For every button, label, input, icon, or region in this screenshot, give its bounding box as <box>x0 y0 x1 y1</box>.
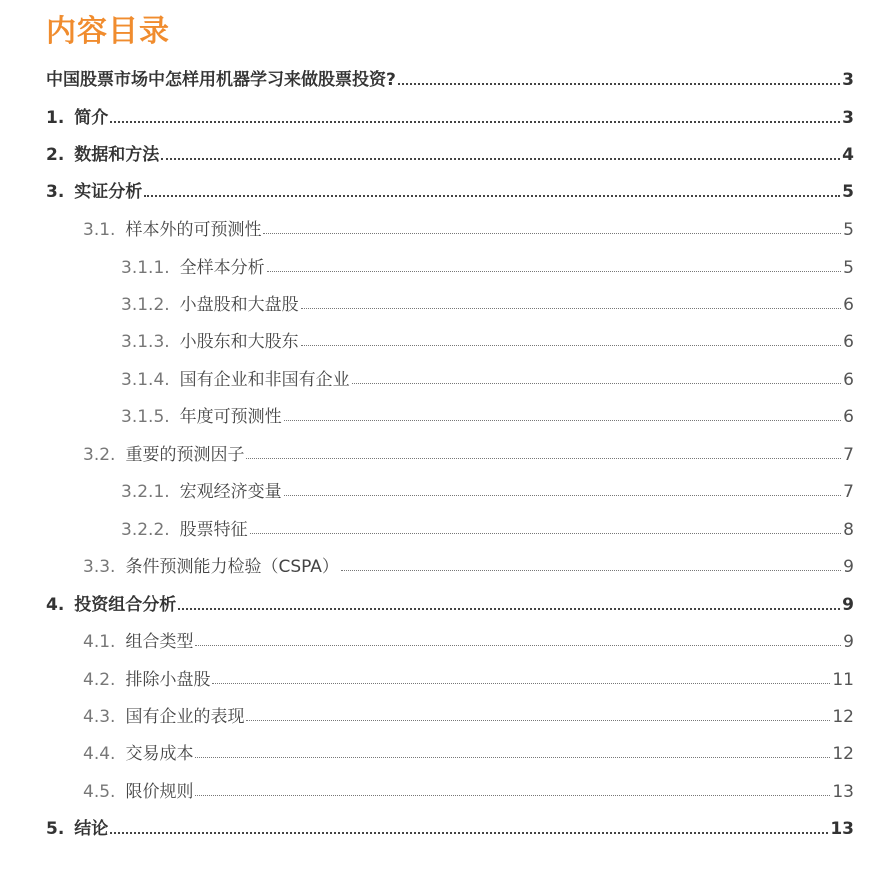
toc-entry-label: 样本外的可预测性 <box>125 220 262 240</box>
toc-entry-page: 7 <box>843 482 854 502</box>
toc-entry-3-1[interactable] <box>83 210 854 240</box>
dot-leader <box>341 570 841 571</box>
toc-entry-number: 4.5. <box>83 782 116 802</box>
dot-leader <box>301 308 842 309</box>
dot-leader <box>352 383 842 384</box>
toc-entry-4-3[interactable] <box>83 697 854 727</box>
toc-entry-4-4[interactable] <box>83 734 854 764</box>
dot-leader <box>178 608 840 610</box>
toc-entry-number: 3.1.4. <box>121 370 170 390</box>
toc-entry-4[interactable] <box>46 585 854 615</box>
dot-leader <box>161 158 840 160</box>
toc-entry-4-1[interactable] <box>83 622 854 652</box>
dot-leader <box>301 345 842 346</box>
toc-entry-page: 3 <box>842 108 854 128</box>
toc-entry-page: 13 <box>832 782 854 802</box>
toc-entry-4-2[interactable] <box>83 660 854 690</box>
toc-entry-page: 3 <box>842 70 854 90</box>
toc-entry-number: 2. <box>46 145 65 165</box>
toc-entry-page: 12 <box>832 707 854 727</box>
toc-entry-page: 6 <box>843 332 854 352</box>
toc-entry-page: 6 <box>843 370 854 390</box>
toc-entry-number: 3.2.2. <box>121 520 170 540</box>
toc-entry-main-title[interactable] <box>46 60 854 90</box>
toc-entry-label: 全样本分析 <box>179 258 265 278</box>
toc-entry-label: 简介 <box>74 108 109 128</box>
dot-leader <box>110 121 840 123</box>
toc-entry-page: 8 <box>843 520 854 540</box>
toc-entry-label: 条件预测能力检验（CSPA） <box>125 557 339 577</box>
toc-entry-label: 排除小盘股 <box>125 670 211 690</box>
toc-entry-number: 4.3. <box>83 707 116 727</box>
toc-entry-label: 小盘股和大盘股 <box>179 295 299 315</box>
dot-leader <box>246 720 830 721</box>
dot-leader <box>263 233 841 234</box>
toc-entry-number: 3.2.1. <box>121 482 170 502</box>
dot-leader <box>284 495 842 496</box>
toc-entry-label: 结论 <box>74 819 109 839</box>
toc-entry-page: 9 <box>843 557 854 577</box>
toc-entry-label: 重要的预测因子 <box>125 445 245 465</box>
toc-entry-4-5[interactable] <box>83 772 854 802</box>
toc-entry-page: 9 <box>842 595 854 615</box>
toc-entry-3-1-2[interactable] <box>121 285 854 315</box>
toc-entry-2[interactable] <box>46 135 854 165</box>
toc-entry-page: 4 <box>842 145 854 165</box>
toc-entry-number: 3.1.2. <box>121 295 170 315</box>
toc-entry-number: 5. <box>46 819 65 839</box>
toc-entry-number: 3.2. <box>83 445 116 465</box>
dot-leader <box>110 832 828 834</box>
toc-entry-label: 组合类型 <box>125 632 194 652</box>
toc-entry-3-1-5[interactable] <box>121 397 854 427</box>
toc-entry-label: 小股东和大股东 <box>179 332 299 352</box>
toc-entry-number: 3.1. <box>83 220 116 240</box>
dot-leader <box>398 83 840 85</box>
toc-entry-number: 1. <box>46 108 65 128</box>
dot-leader <box>246 458 841 459</box>
dot-leader <box>250 533 842 534</box>
toc-entry-number: 3.1.5. <box>121 407 170 427</box>
dot-leader <box>144 195 840 197</box>
toc-entry-number: 3.1.1. <box>121 258 170 278</box>
toc-entry-3-3[interactable] <box>83 547 854 577</box>
toc-entry-3-1-3[interactable] <box>121 322 854 352</box>
toc-entry-page: 13 <box>830 819 854 839</box>
toc-entry-label: 宏观经济变量 <box>179 482 282 502</box>
toc-entry-label: 国有企业的表现 <box>125 707 245 727</box>
toc-entry-1[interactable] <box>46 98 854 128</box>
toc-entry-label: 数据和方法 <box>74 145 160 165</box>
toc-title: 内容目录 <box>46 14 170 49</box>
toc-entry-5[interactable] <box>46 809 854 839</box>
toc-entry-label: 交易成本 <box>125 744 194 764</box>
toc-entry-3[interactable] <box>46 172 854 202</box>
toc-entry-page: 6 <box>843 295 854 315</box>
toc-entry-page: 5 <box>843 220 854 240</box>
toc-entry-page: 5 <box>843 258 854 278</box>
toc-entry-3-1-4[interactable] <box>121 360 854 390</box>
toc-entry-number: 4.1. <box>83 632 116 652</box>
toc-entry-label: 国有企业和非国有企业 <box>179 370 350 390</box>
toc-entry-3-2-1[interactable] <box>121 472 854 502</box>
toc-entry-number: 3.1.3. <box>121 332 170 352</box>
toc-entry-page: 5 <box>842 182 854 202</box>
toc-entry-label: 投资组合分析 <box>74 595 177 615</box>
toc-entry-page: 12 <box>832 744 854 764</box>
toc-entry-label: 股票特征 <box>179 520 248 540</box>
toc-entry-number: 3.3. <box>83 557 116 577</box>
dot-leader <box>195 757 830 758</box>
toc-entry-page: 9 <box>843 632 854 652</box>
toc-entry-label: 实证分析 <box>74 182 143 202</box>
toc-entry-3-2[interactable] <box>83 435 854 465</box>
toc-entry-page: 7 <box>843 445 854 465</box>
dot-leader <box>267 271 842 272</box>
toc-entry-page: 11 <box>832 670 854 690</box>
dot-leader <box>195 795 830 796</box>
dot-leader <box>195 645 841 646</box>
toc-entry-label: 中国股票市场中怎样用机器学习来做股票投资? <box>46 70 396 90</box>
toc-entry-number: 4. <box>46 595 65 615</box>
toc-entry-3-2-2[interactable] <box>121 510 854 540</box>
toc-entry-label: 年度可预测性 <box>179 407 282 427</box>
toc-entry-number: 4.4. <box>83 744 116 764</box>
toc-entry-page: 6 <box>843 407 854 427</box>
dot-leader <box>212 683 830 684</box>
dot-leader <box>284 420 842 421</box>
toc-entry-number: 3. <box>46 182 65 202</box>
toc-entry-3-1-1[interactable] <box>121 248 854 278</box>
toc-entry-number: 4.2. <box>83 670 116 690</box>
toc-entry-label: 限价规则 <box>125 782 194 802</box>
